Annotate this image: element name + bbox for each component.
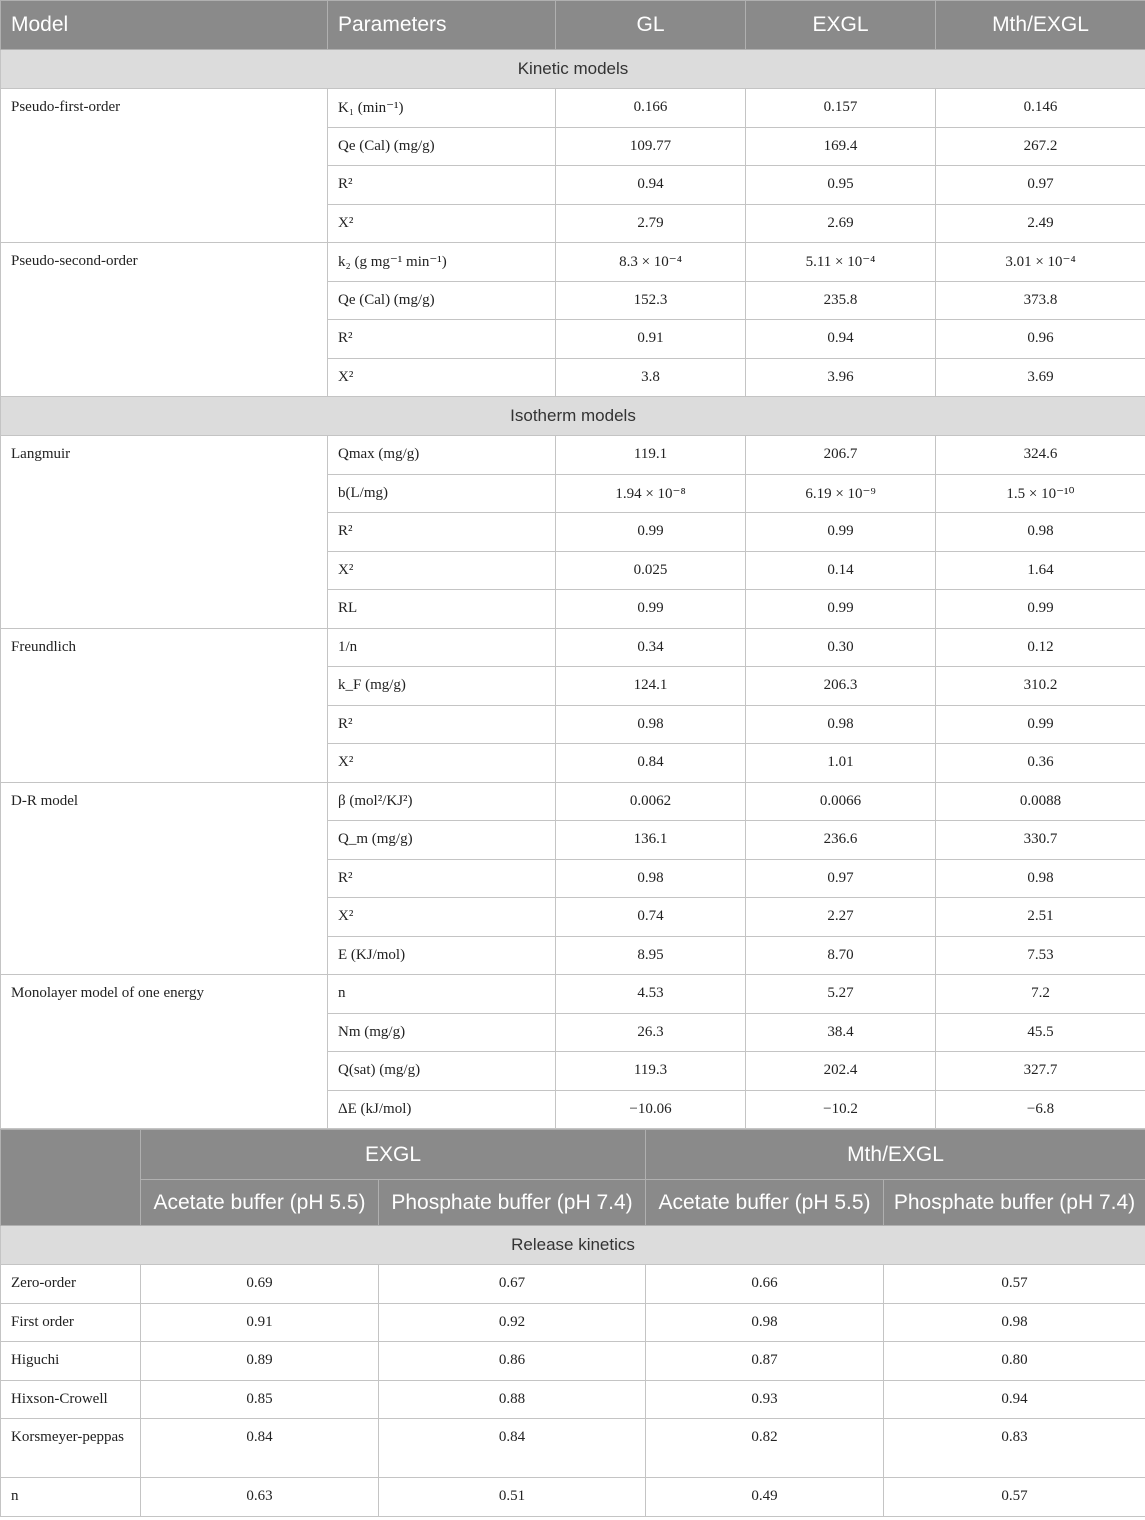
parameter-cell: RL — [328, 590, 556, 629]
value-cell: 119.1 — [556, 436, 746, 475]
table-row — [1, 1265, 1145, 1304]
value-cell: 324.6 — [936, 436, 1145, 475]
value-cell: 3.69 — [936, 358, 1145, 397]
value-cell: 0.94 — [556, 166, 746, 205]
value-cell: 0.99 — [746, 513, 936, 552]
table-row — [1, 1342, 1145, 1381]
value-cell: 0.49 — [646, 1478, 884, 1517]
value-cell: 0.025 — [556, 551, 746, 590]
value-cell: 0.98 — [646, 1303, 884, 1342]
value-cell: 0.67 — [379, 1265, 646, 1304]
value-cell: 0.0088 — [936, 782, 1145, 821]
subheader-acetate: Acetate buffer (pH 5.5) — [646, 1180, 884, 1226]
parameter-cell: Qe (Cal) (mg/g) — [328, 281, 556, 320]
value-cell: 0.157 — [746, 89, 936, 128]
value-cell: −10.06 — [556, 1090, 746, 1129]
value-cell: 0.63 — [141, 1478, 379, 1517]
parameter-cell: X² — [328, 358, 556, 397]
value-cell: 0.98 — [936, 513, 1145, 552]
value-cell: 0.92 — [379, 1303, 646, 1342]
value-cell: 1.5 × 10⁻¹⁰ — [936, 474, 1145, 513]
value-cell: 0.83 — [884, 1419, 1145, 1478]
table2-subheader-row — [1, 1180, 1145, 1226]
section-title: Kinetic models — [1, 50, 1145, 89]
table-row — [1, 1478, 1145, 1517]
value-cell: 119.3 — [556, 1052, 746, 1091]
value-cell: 0.69 — [141, 1265, 379, 1304]
table-row — [1, 782, 1145, 821]
value-cell: 235.8 — [746, 281, 936, 320]
header-mth-exgl: Mth/EXGL — [936, 1, 1145, 50]
value-cell: 169.4 — [746, 127, 936, 166]
value-cell: 310.2 — [936, 667, 1145, 706]
parameter-cell: R² — [328, 166, 556, 205]
header-group-exgl: EXGL — [141, 1130, 646, 1180]
value-cell: 0.97 — [936, 166, 1145, 205]
header-group-mth-exgl: Mth/EXGL — [646, 1130, 1145, 1180]
value-cell: 8.70 — [746, 936, 936, 975]
section-header-row — [1, 397, 1145, 436]
value-cell: 202.4 — [746, 1052, 936, 1091]
value-cell: 5.11 × 10⁻⁴ — [746, 243, 936, 282]
parameter-cell: Q_m (mg/g) — [328, 821, 556, 860]
value-cell: 38.4 — [746, 1013, 936, 1052]
value-cell: −10.2 — [746, 1090, 936, 1129]
value-cell: 0.98 — [936, 859, 1145, 898]
value-cell: 0.30 — [746, 628, 936, 667]
value-cell: 124.1 — [556, 667, 746, 706]
value-cell: 2.49 — [936, 204, 1145, 243]
parameter-cell: Nm (mg/g) — [328, 1013, 556, 1052]
value-cell: 206.7 — [746, 436, 936, 475]
value-cell: 0.99 — [556, 513, 746, 552]
value-cell: 0.74 — [556, 898, 746, 937]
parameter-cell: X² — [328, 204, 556, 243]
parameter-cell: K₁ (min⁻¹) — [328, 89, 556, 128]
value-cell: 3.8 — [556, 358, 746, 397]
table-row — [1, 243, 1145, 282]
value-cell: 0.98 — [884, 1303, 1145, 1342]
value-cell: 109.77 — [556, 127, 746, 166]
value-cell: 267.2 — [936, 127, 1145, 166]
value-cell: 7.2 — [936, 975, 1145, 1014]
value-cell: 0.36 — [936, 744, 1145, 783]
header-gl: GL — [556, 1, 746, 50]
value-cell: 0.66 — [646, 1265, 884, 1304]
value-cell: 0.93 — [646, 1380, 884, 1419]
section-title: Release kinetics — [1, 1226, 1145, 1265]
value-cell: 6.19 × 10⁻⁹ — [746, 474, 936, 513]
value-cell: 0.82 — [646, 1419, 884, 1478]
value-cell: 0.91 — [141, 1303, 379, 1342]
model-name: Korsmeyer-peppas — [1, 1419, 141, 1478]
value-cell: 1.94 × 10⁻⁸ — [556, 474, 746, 513]
model-name: Zero-order — [1, 1265, 141, 1304]
parameter-cell: ΔE (kJ/mol) — [328, 1090, 556, 1129]
model-name: n — [1, 1478, 141, 1517]
value-cell: 3.01 × 10⁻⁴ — [936, 243, 1145, 282]
parameter-cell: E (KJ/mol) — [328, 936, 556, 975]
value-cell: 0.94 — [884, 1380, 1145, 1419]
model-name: Hixson-Crowell — [1, 1380, 141, 1419]
value-cell: 0.94 — [746, 320, 936, 359]
value-cell: 136.1 — [556, 821, 746, 860]
value-cell: 0.12 — [936, 628, 1145, 667]
table-row — [1, 1303, 1145, 1342]
value-cell: 206.3 — [746, 667, 936, 706]
table-row — [1, 436, 1145, 475]
value-cell: 5.27 — [746, 975, 936, 1014]
table-row — [1, 975, 1145, 1014]
value-cell: 0.98 — [556, 705, 746, 744]
parameter-cell: b(L/mg) — [328, 474, 556, 513]
section-header-row — [1, 1226, 1145, 1265]
value-cell: 0.87 — [646, 1342, 884, 1381]
value-cell: 2.79 — [556, 204, 746, 243]
header-blank — [1, 1130, 141, 1226]
value-cell: 2.51 — [936, 898, 1145, 937]
model-name: Pseudo-first-order — [1, 89, 328, 243]
value-cell: 0.14 — [746, 551, 936, 590]
model-name: First order — [1, 1303, 141, 1342]
section-header-row — [1, 50, 1145, 89]
value-cell: 0.84 — [556, 744, 746, 783]
value-cell: 8.3 × 10⁻⁴ — [556, 243, 746, 282]
value-cell: 0.98 — [556, 859, 746, 898]
value-cell: 0.99 — [746, 590, 936, 629]
model-name: Freundlich — [1, 628, 328, 782]
parameter-cell: k_F (mg/g) — [328, 667, 556, 706]
value-cell: 3.96 — [746, 358, 936, 397]
value-cell: 2.69 — [746, 204, 936, 243]
value-cell: 1.64 — [936, 551, 1145, 590]
value-cell: 26.3 — [556, 1013, 746, 1052]
value-cell: 0.95 — [746, 166, 936, 205]
value-cell: 0.91 — [556, 320, 746, 359]
parameter-cell: Qmax (mg/g) — [328, 436, 556, 475]
parameter-cell: R² — [328, 320, 556, 359]
parameter-cell: 1/n — [328, 628, 556, 667]
value-cell: 0.84 — [141, 1419, 379, 1478]
model-name: D-R model — [1, 782, 328, 975]
value-cell: 0.51 — [379, 1478, 646, 1517]
value-cell: 0.0066 — [746, 782, 936, 821]
value-cell: 0.166 — [556, 89, 746, 128]
model-name: Langmuir — [1, 436, 328, 629]
value-cell: 0.89 — [141, 1342, 379, 1381]
section-title: Isotherm models — [1, 397, 1145, 436]
value-cell: 373.8 — [936, 281, 1145, 320]
value-cell: 330.7 — [936, 821, 1145, 860]
table1-header-row — [1, 1, 1145, 50]
value-cell: 327.7 — [936, 1052, 1145, 1091]
parameter-cell: R² — [328, 859, 556, 898]
subheader-phosphate: Phosphate buffer (pH 7.4) — [884, 1180, 1145, 1226]
value-cell: 0.80 — [884, 1342, 1145, 1381]
table-row — [1, 1380, 1145, 1419]
parameter-cell: X² — [328, 744, 556, 783]
table-row — [1, 1419, 1145, 1478]
value-cell: 0.96 — [936, 320, 1145, 359]
parameter-cell: Q(sat) (mg/g) — [328, 1052, 556, 1091]
parameter-cell: X² — [328, 898, 556, 937]
value-cell: 0.99 — [936, 705, 1145, 744]
value-cell: 152.3 — [556, 281, 746, 320]
value-cell: 0.97 — [746, 859, 936, 898]
value-cell: 7.53 — [936, 936, 1145, 975]
release-kinetics-table — [0, 1129, 1145, 1517]
value-cell: 0.98 — [746, 705, 936, 744]
header-parameters: Parameters — [328, 1, 556, 50]
parameter-cell: R² — [328, 705, 556, 744]
value-cell: 0.99 — [936, 590, 1145, 629]
value-cell: 0.57 — [884, 1265, 1145, 1304]
table-row — [1, 628, 1145, 667]
subheader-acetate: Acetate buffer (pH 5.5) — [141, 1180, 379, 1226]
parameter-cell: R² — [328, 513, 556, 552]
value-cell: 45.5 — [936, 1013, 1145, 1052]
value-cell: 4.53 — [556, 975, 746, 1014]
value-cell: 0.34 — [556, 628, 746, 667]
value-cell: 2.27 — [746, 898, 936, 937]
value-cell: 0.86 — [379, 1342, 646, 1381]
header-exgl: EXGL — [746, 1, 936, 50]
parameter-cell: X² — [328, 551, 556, 590]
value-cell: −6.8 — [936, 1090, 1145, 1129]
value-cell: 0.85 — [141, 1380, 379, 1419]
value-cell: 0.146 — [936, 89, 1145, 128]
model-name: Higuchi — [1, 1342, 141, 1381]
model-name: Pseudo-second-order — [1, 243, 328, 397]
model-name: Monolayer model of one energy — [1, 975, 328, 1129]
value-cell: 0.99 — [556, 590, 746, 629]
header-model: Model — [1, 1, 328, 50]
value-cell: 0.88 — [379, 1380, 646, 1419]
value-cell: 0.84 — [379, 1419, 646, 1478]
value-cell: 8.95 — [556, 936, 746, 975]
parameter-cell: k₂ (g mg⁻¹ min⁻¹) — [328, 243, 556, 282]
value-cell: 0.0062 — [556, 782, 746, 821]
subheader-phosphate: Phosphate buffer (pH 7.4) — [379, 1180, 646, 1226]
value-cell: 1.01 — [746, 744, 936, 783]
value-cell: 236.6 — [746, 821, 936, 860]
table-row — [1, 89, 1145, 128]
parameter-cell: Qe (Cal) (mg/g) — [328, 127, 556, 166]
table2-group-header-row — [1, 1130, 1145, 1180]
parameter-cell: β (mol²/KJ²) — [328, 782, 556, 821]
parameter-cell: n — [328, 975, 556, 1014]
value-cell: 0.57 — [884, 1478, 1145, 1517]
